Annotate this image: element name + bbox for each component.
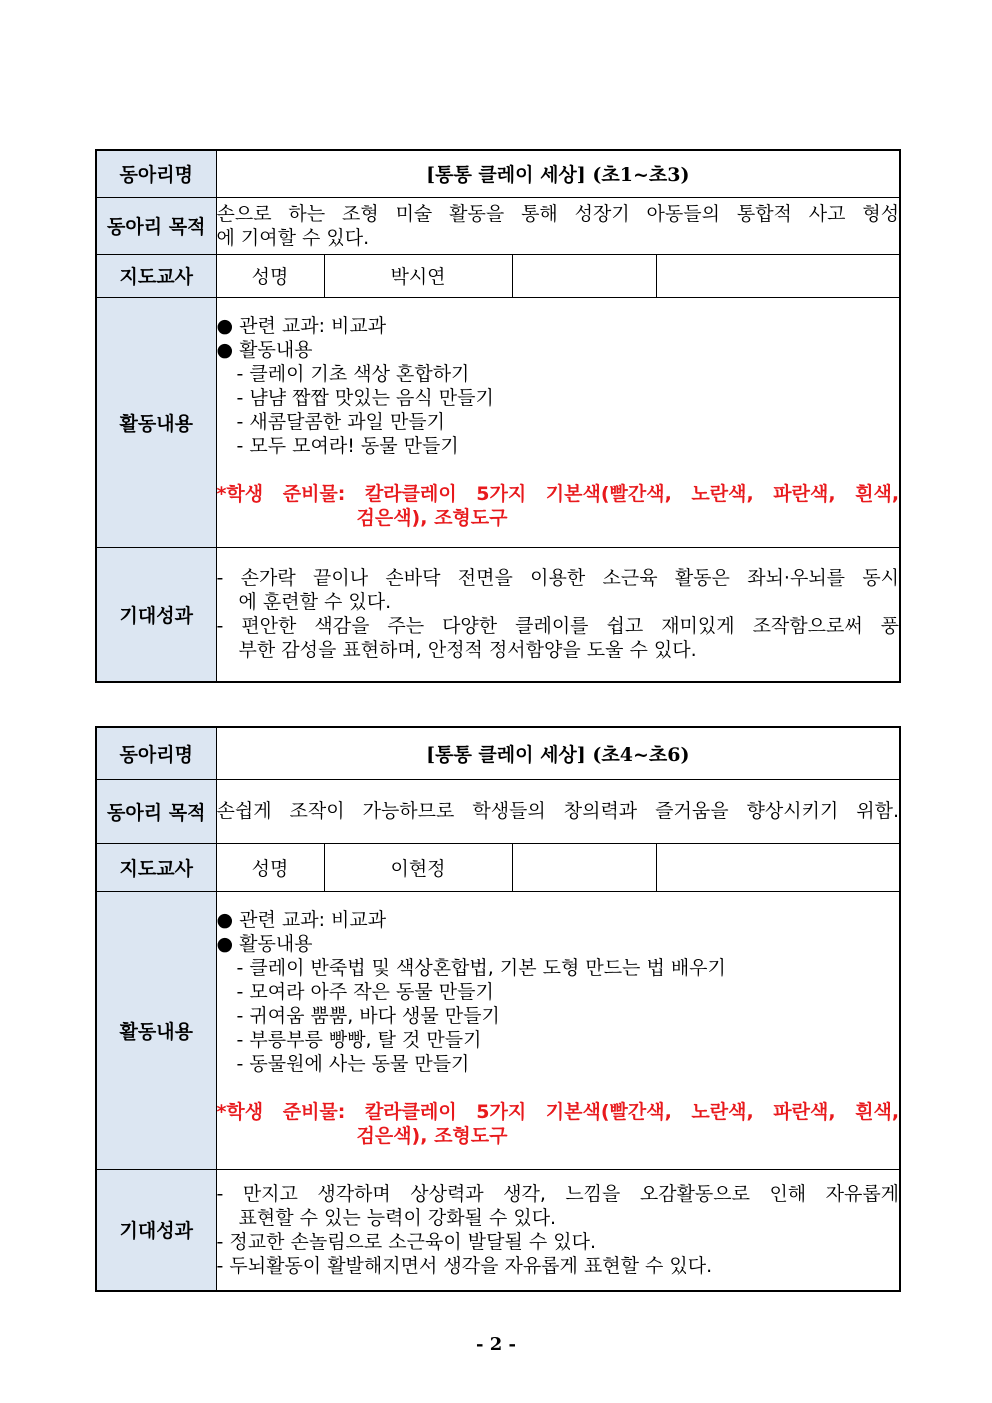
club-title: [통통 클레이 세상] (초1~초3) [216,150,900,197]
result-line: 에 훈련할 수 있다. [238,591,392,614]
result-line: 표현할 수 있는 능력이 강화될 수 있다. [238,1206,557,1229]
teacher-key: 성명 [216,254,324,297]
activity-bullet: ● 활동내용 [216,932,313,955]
materials-note: *학생 준비물: 칼라클레이 5가지 기본색(빨간색, 노란색, 파란색, 흰색, [216,1100,900,1123]
goal-line: 에 기여할 수 있다. [216,226,370,249]
goal-line: 손쉽게 조작이 가능하므로 학생들의 창의력과 즐거움을 향상시키기 위함. [216,800,900,822]
empty-cell [512,843,656,891]
empty-cell [656,254,900,297]
label-result: 기대성과 [96,547,216,682]
label-activity: 활동내용 [96,297,216,547]
result-content [216,1169,900,1291]
materials-note: *학생 준비물: 칼라클레이 5가지 기본색(빨간색, 노란색, 파란색, 흰색, [216,482,900,505]
activity-item: - 모두 모여라! 동물 만들기 [236,434,459,457]
label-teacher: 지도교사 [96,254,216,297]
label-club-name: 동아리명 [96,727,216,779]
result-line: - 두뇌활동이 활발해지면서 생각을 자유롭게 표현할 수 있다. [216,1254,713,1277]
label-club-goal: 동아리 목적 [96,779,216,843]
label-activity: 활동내용 [96,891,216,1169]
club-goal [216,197,900,254]
activity-bullet: ● 활동내용 [216,338,313,361]
empty-cell [656,843,900,891]
label-result: 기대성과 [96,1169,216,1291]
activity-content [216,297,900,547]
result-content [216,547,900,682]
club-title: [통통 클레이 세상] (초4~초6) [216,727,900,779]
materials-note-cont: 검은색), 조형도구 [356,506,508,529]
activity-item: - 클레이 기초 색상 혼합하기 [236,362,470,385]
empty-cell [512,254,656,297]
page-number: - 2 - [476,1334,516,1355]
activity-content [216,891,900,1169]
result-line: 부한 감성을 표현하며, 안정적 정서함양을 도울 수 있다. [238,639,697,662]
club-goal [216,779,900,843]
club-table-1 [95,149,901,683]
activity-item: - 귀여움 뿜뿜, 바다 생물 만들기 [236,1004,500,1027]
activity-item: - 동물원에 사는 동물 만들기 [236,1052,470,1075]
teacher-key: 성명 [216,843,324,891]
teacher-name: 박시연 [324,254,512,297]
goal-line: 손으로 하는 조형 미술 활동을 통해 성장기 아동들의 통합적 사고 형성 [216,202,900,225]
activity-item: - 냠냠 짭짭 맛있는 음식 만들기 [236,386,494,409]
materials-note-cont: 검은색), 조형도구 [356,1124,508,1147]
activity-item: - 클레이 반죽법 및 색상혼합법, 기본 도형 만드는 법 배우기 [236,956,726,979]
activity-item: - 새콤달콤한 과일 만들기 [236,410,446,433]
label-teacher: 지도교사 [96,843,216,891]
label-club-goal: 동아리 목적 [96,197,216,254]
club-table-2 [95,726,901,1292]
teacher-name: 이현정 [324,843,512,891]
result-line: - 편안한 색감을 주는 다양한 클레이를 쉽고 재미있게 조작함으로써 풍 [216,615,900,638]
label-club-name: 동아리명 [96,150,216,197]
subject-bullet: ● 관련 교과: 비교과 [216,908,387,931]
subject-bullet: ● 관련 교과: 비교과 [216,314,387,337]
result-line: - 만지고 생각하며 상상력과 생각, 느낌을 오감활동으로 인해 자유롭게 [216,1182,900,1205]
result-line: - 손가락 끝이나 손바닥 전면을 이용한 소근육 활동은 좌뇌·우뇌를 동시 [216,567,900,590]
activity-item: - 부릉부릉 빵빵, 탈 것 만들기 [236,1028,482,1051]
result-line: - 정교한 손놀림으로 소근육이 발달될 수 있다. [216,1230,597,1253]
activity-item: - 모여라 아주 작은 동물 만들기 [236,980,494,1003]
